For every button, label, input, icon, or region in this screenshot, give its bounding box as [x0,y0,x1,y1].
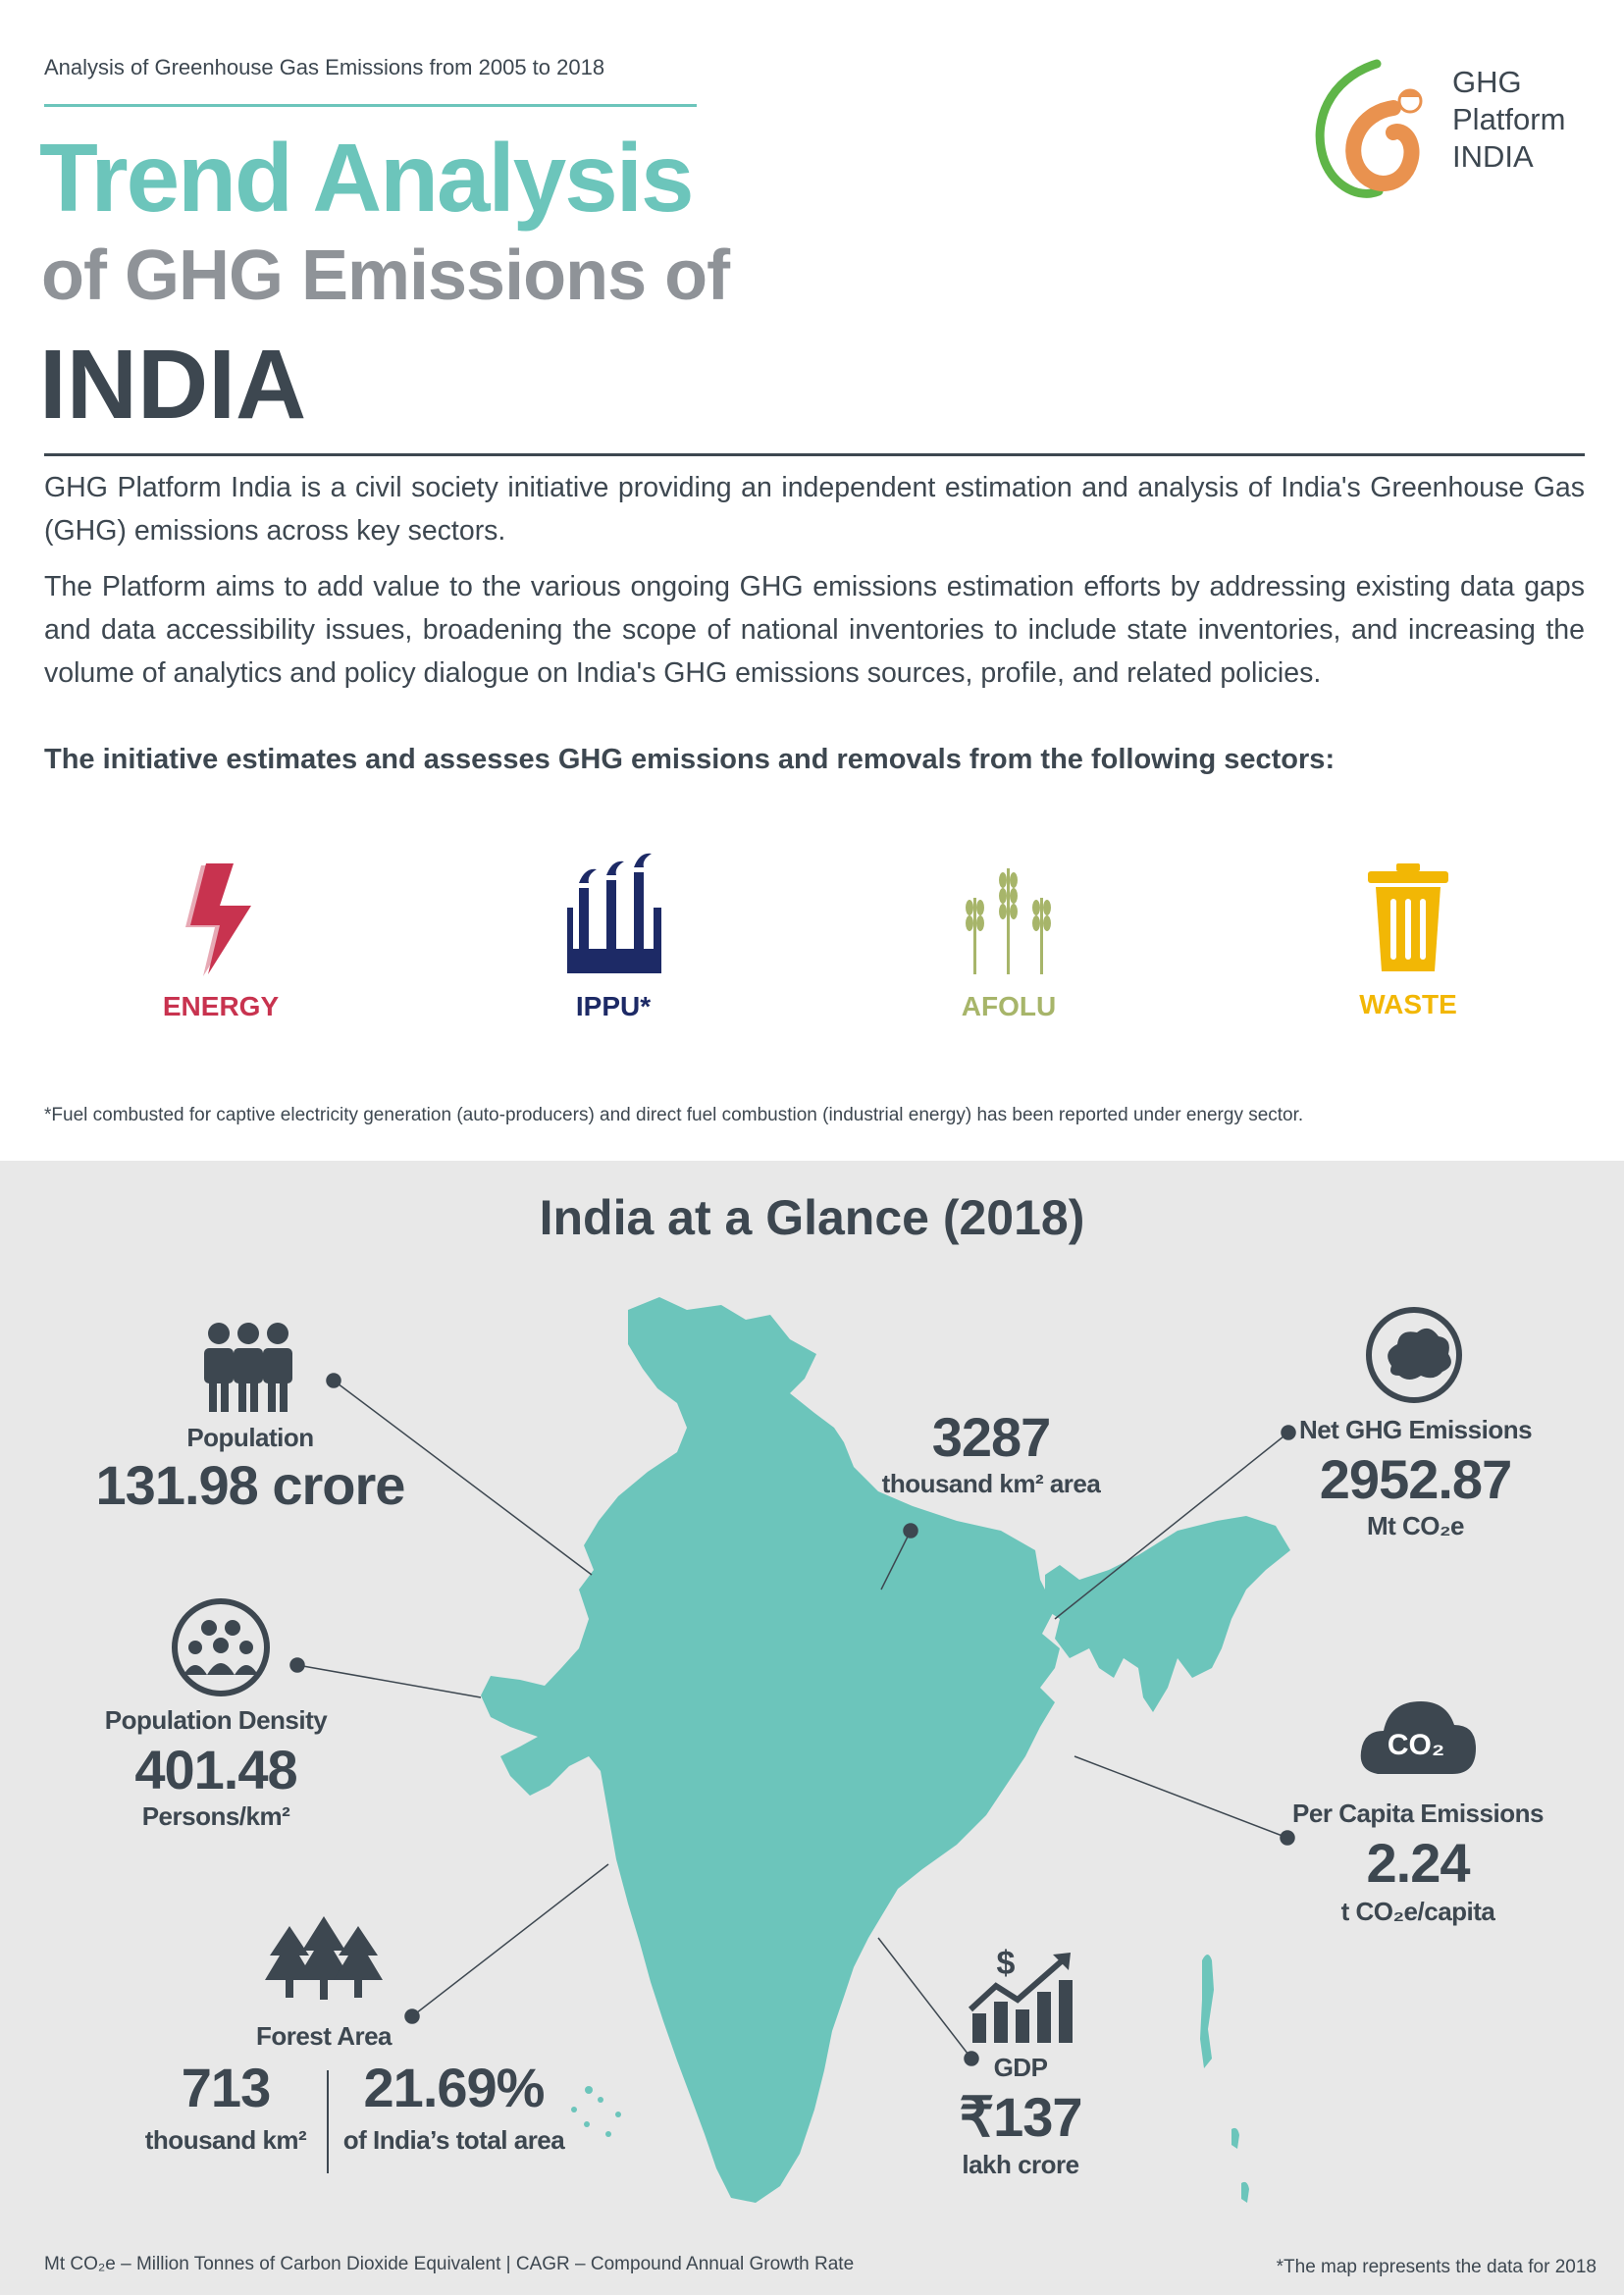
population-label: Population [186,1423,314,1452]
sector-footnote: *Fuel combusted for captive electricity generation (auto-producers) and direct fuel combustion (industrial energy) has been reported under energy sector. [44,1105,1304,1125]
per-capita-label: Per Capita Emissions [1292,1799,1544,1828]
logo-text-platform: Platform [1452,102,1566,136]
gdp-unit: lakh crore [962,2150,1079,2179]
forest-divider [327,2070,329,2173]
glance-title: India at a Glance (2018) [539,1190,1085,1245]
abbreviations-note: Mt CO₂e – Million Tonnes of Carbon Dioxide Equivalent | CAGR – Compound Annual Growth Rate [44,2254,855,2274]
area-value: 3287 [931,1406,1051,1468]
density-label: Population Density [104,1705,328,1735]
density-unit: Persons/km² [141,1801,290,1831]
intro-paragraph-1: GHG Platform India is a civil society initiative providing an independent estimation and analysis of India's Greenhouse Gas (GHG) emissions across key sectors. [44,472,1585,547]
stat-density [69,1705,363,1832]
stat-per-capita [1290,1799,1545,1927]
sector-label-ippu: IPPU* [575,991,652,1021]
stat-forest-share [339,2056,569,2156]
population-value: 131.98 crore [95,1454,405,1516]
forest-value: 713 [181,2057,271,2118]
net-ghg-unit: Mt CO₂e [1366,1511,1465,1540]
sector-label-afolu: AFOLU [961,991,1057,1021]
stat-forest-area [132,2056,319,2156]
gdp-value: ₹137 [959,2086,1082,2148]
forest-share-unit: of India’s total area [342,2125,565,2155]
people-group-icon [199,1322,297,1415]
forest-share-value: 21.69% [363,2057,545,2118]
co2-cloud-icon [1358,1695,1474,1782]
report-subtitle: Analysis of Greenhouse Gas Emissions from 2005 to 2018 [44,55,605,79]
sector-label-waste: WASTE [1359,989,1457,1019]
gdp-growth-icon [967,1945,1079,2046]
crowd-icon [170,1596,272,1698]
trees-icon [265,1916,383,2005]
stat-gdp [932,2053,1109,2180]
net-ghg-value: 2952.87 [1319,1448,1512,1510]
density-value: 401.48 [134,1739,297,1800]
title-line-2: of GHG Emissions of [41,236,730,315]
stat-population [88,1423,412,1517]
forest-unit: thousand km² [144,2125,307,2155]
smoke-cloud-icon [1364,1305,1464,1405]
net-ghg-label: Net GHG Emissions [1298,1415,1533,1444]
sectors-intro: The initiative estimates and assesses GHG emissions and removals from the following sectors: [44,744,1336,775]
per-capita-unit: t CO₂e/capita [1340,1897,1495,1926]
per-capita-value: 2.24 [1366,1832,1470,1894]
map-note: *The map represents the data for 2018 [1276,2257,1597,2277]
title-line-1: Trend Analysis [39,124,693,232]
logo-text-ghg: GHG [1452,65,1522,99]
forest-label: Forest Area [255,2021,393,2051]
area-unit: thousand km² area [881,1469,1101,1498]
title-line-3: INDIA [39,330,307,440]
stat-area [864,1405,1119,1499]
stat-net-ghg [1285,1415,1545,1541]
logo-text-india: INDIA [1452,139,1534,174]
intro-paragraph-2: The Platform aims to add value to the various ongoing GHG emissions estimation efforts by addressing existing data gaps and data accessibility issues, broadening the scope of national inventories to include state inventories, and increasing the volume of analytics and policy dialogue on India's GHG emissions sources, profile, and related policies. [44,571,1585,689]
dollar-icon-text: $ [996,1945,1016,1982]
gdp-label: GDP [993,2053,1048,2082]
co2-icon-text: CO₂ [1387,1729,1445,1761]
sector-label-energy: ENERGY [162,991,280,1021]
